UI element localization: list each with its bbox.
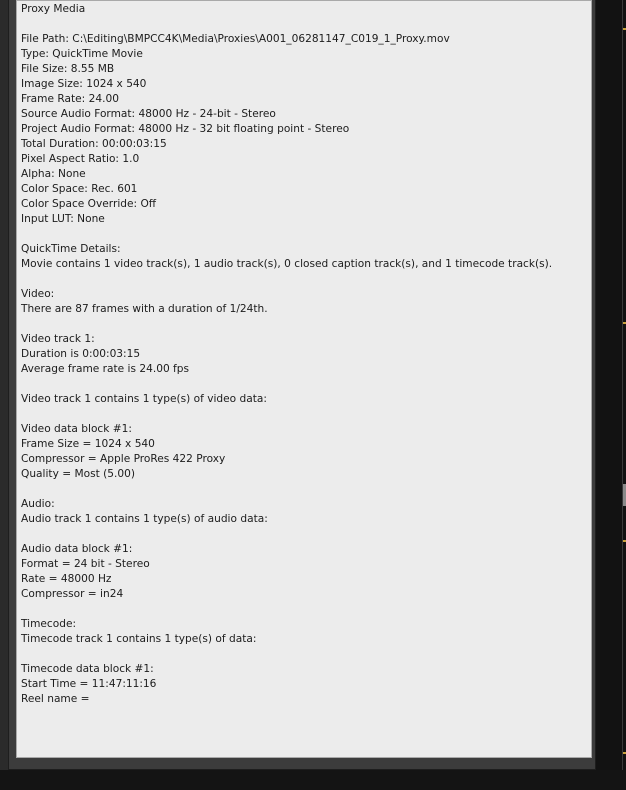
property-line: Duration is 0:00:03:15	[21, 348, 141, 360]
properties-text-area[interactable]	[16, 0, 592, 758]
property-line: Color Space Override: Off	[21, 198, 157, 210]
property-line: Compressor = Apple ProRes 422 Proxy	[21, 453, 226, 465]
property-line: Image Size: 1024 x 540	[21, 78, 147, 90]
property-line: Pixel Aspect Ratio: 1.0	[21, 153, 140, 165]
property-line: Video:	[21, 288, 55, 300]
scroll-down-button[interactable]	[591, 739, 592, 757]
property-line: Frame Size = 1024 x 540	[21, 438, 155, 450]
property-line: Format = 24 bit - Stereo	[21, 558, 150, 570]
property-line: Timecode:	[21, 618, 77, 630]
property-line: Quality = Most (5.00)	[21, 468, 135, 480]
bottom-app-strip	[0, 770, 626, 790]
property-line: Project Audio Format: 48000 Hz - 32 bit floating point - Stereo	[21, 123, 350, 135]
property-line: Frame Rate: 24.00	[21, 93, 119, 105]
property-line: There are 87 frames with a duration of 1/24th.	[21, 303, 268, 315]
property-line: Rate = 48000 Hz	[21, 573, 112, 585]
property-line: File Size: 8.55 MB	[21, 63, 115, 75]
property-line: Source Audio Format: 48000 Hz - 24-bit - Stereo	[21, 108, 276, 120]
property-line: Reel name =	[21, 693, 90, 705]
property-line: Video track 1:	[21, 333, 95, 345]
properties-text	[21, 2, 571, 707]
property-line: Timecode data block #1:	[21, 663, 154, 675]
property-line: Audio:	[21, 498, 55, 510]
property-line: Color Space: Rec. 601	[21, 183, 138, 195]
property-line: Timecode track 1 contains 1 type(s) of data:	[21, 633, 257, 645]
property-line: Audio data block #1:	[21, 543, 133, 555]
property-line: Audio track 1 contains 1 type(s) of audio data:	[21, 513, 268, 525]
app-background-edge	[596, 0, 626, 790]
property-line: Video track 1 contains 1 type(s) of video data:	[21, 393, 267, 405]
panel-divider	[622, 0, 623, 770]
property-line: File Path: C:\Editing\BMPCC4K\Media\Proxies\A001_06281147_C019_1_Proxy.mov	[21, 33, 450, 45]
property-line: Alpha: None	[21, 168, 86, 180]
property-line: Type: QuickTime Movie	[21, 48, 143, 60]
property-line: Compressor = in24	[21, 588, 124, 600]
property-line: Total Duration: 00:00:03:15	[21, 138, 167, 150]
property-line: Movie contains 1 video track(s), 1 audio track(s), 0 closed caption track(s), and 1 timecode track(s).	[21, 258, 553, 270]
property-line: QuickTime Details:	[21, 243, 121, 255]
property-line: Average frame rate is 24.00 fps	[21, 363, 190, 375]
property-line: Proxy Media	[21, 3, 86, 15]
property-line: Input LUT: None	[21, 213, 105, 225]
vertical-scrollbar[interactable]	[591, 1, 592, 757]
property-line: Start Time = 11:47:11:16	[21, 678, 157, 690]
property-line: Video data block #1:	[21, 423, 132, 435]
